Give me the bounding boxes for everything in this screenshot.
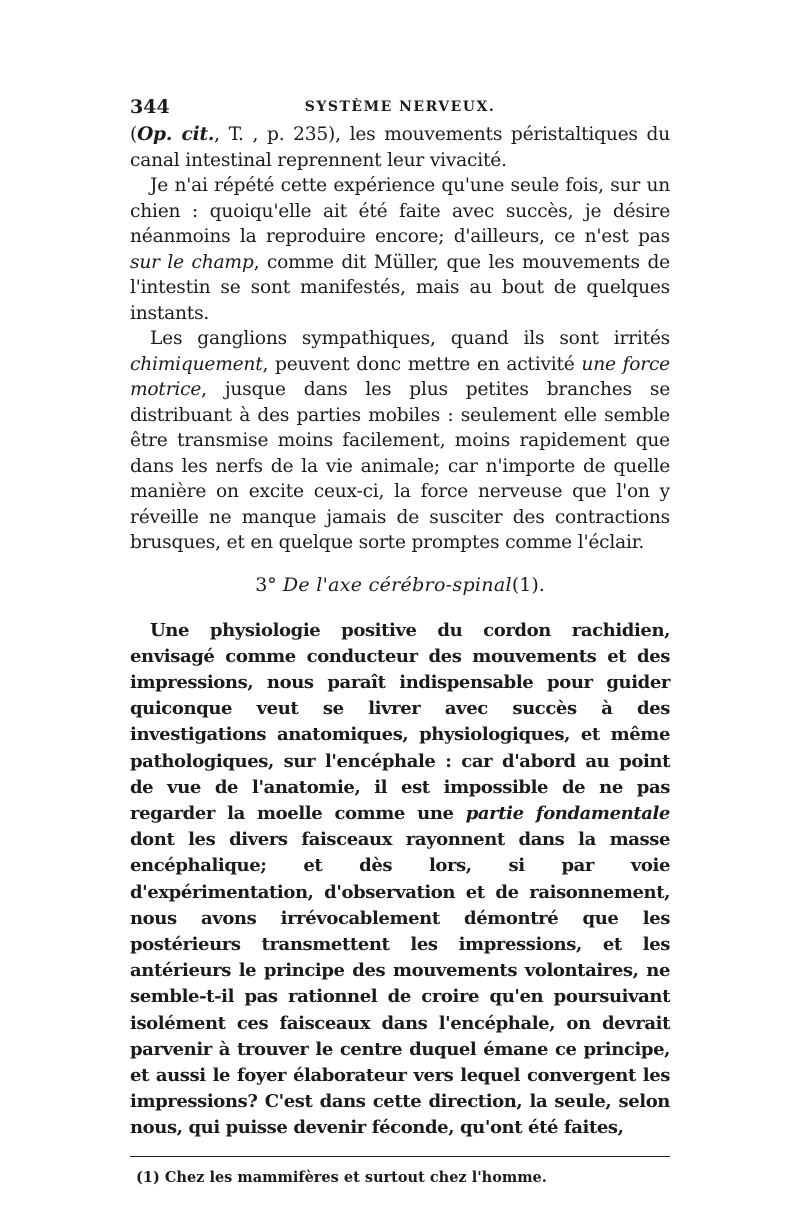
text-run: (1). [511,573,545,596]
emphasis-text: une force motrice [130,353,670,400]
text-run: 3° [255,573,283,596]
emphasis-text: De l'axe cérébro-spinal [282,573,512,596]
paragraph-1 [130,122,670,173]
footnote: (1) Chez les mammifères et surtout chez l'homme. [136,1168,547,1186]
emphasis-text: sur le champ [130,251,254,273]
paragraph-2 [130,173,670,326]
text-run: Je n'ai répété cette expérience qu'une seule fois, sur un chien : quoiqu'elle ait été faite avec succès, je désire néanmoins la reproduire encore; d'ailleurs, ce n'est pas [130,175,670,247]
footnote-rule [130,1156,670,1157]
text-run: , T. , p. 235), les mouvements péristaltiques du canal intestinal reprennent leur vivacité. [130,124,670,171]
text-run: dont les divers faisceaux rayonnent dans la masse encéphalique; et dès lors, si par voie d'expérimentation, d'observation et de raisonnement, nous avons irrévocablement démontré que les postérieurs transmettent les impressions, et les antérieurs le principe des mouvements volontaires, ne semble-t-il pas rationnel de croire qu'en poursuivant isolément ces faisceaux dans l'encéphale, on devrait parvenir à trouver le centre duquel émane ce principe, et aussi le foyer élaborateur vers lequel convergent les impressions? C'est dans cette direction, la seule, selon nous, qui puisse devenir féconde, qu'ont été faites, [130,829,670,1139]
paragraph-4 [130,618,670,1142]
emphasis-text: Op. cit. [137,124,215,145]
emphasis-text: chimiquement [130,353,263,375]
book-page [130,96,670,1186]
page-number: 344 [130,96,170,118]
text-run: Une physiologie positive du cordon rachidien, envisagé comme conducteur des mouvements et des impressions, nous paraît indispensable pour guider quiconque veut se livrer avec succès à des investigations anatomiques, physiologiques, et même pathologiques, sur l'encéphale : car d'abord au point de vue de l'anatomie, il est impossible de ne pas regarder la moelle comme une [130,619,670,824]
text-run: , comme dit Müller, que les mouvements de l'intestin se sont manifestés, mais au bout de quelques instants. [130,251,670,324]
text-run: , peuvent donc mettre en activité [262,353,582,375]
text-run: Les ganglions sympathiques, quand ils sont irrités [150,328,670,349]
emphasis-text: partie fondamentale [465,802,670,824]
page-header [130,96,670,122]
running-head: SYSTÈME NERVEUX. [304,99,496,115]
paragraph-3 [130,326,670,556]
section-heading [130,574,670,596]
text-run: ( [130,124,138,145]
text-run: , jusque dans les plus petites branches se distribuant à des parties mobiles : seulement elle semble être transmise moins facilement, moins rapidement que dans les nerfs de la vie animale; car n'importe de quelle manière on excite ceux-ci, la force nerveuse que l'on y réveille ne manque jamais de susciter des contractions brusques, et en quelque sorte promptes comme l'éclair. [130,379,670,553]
